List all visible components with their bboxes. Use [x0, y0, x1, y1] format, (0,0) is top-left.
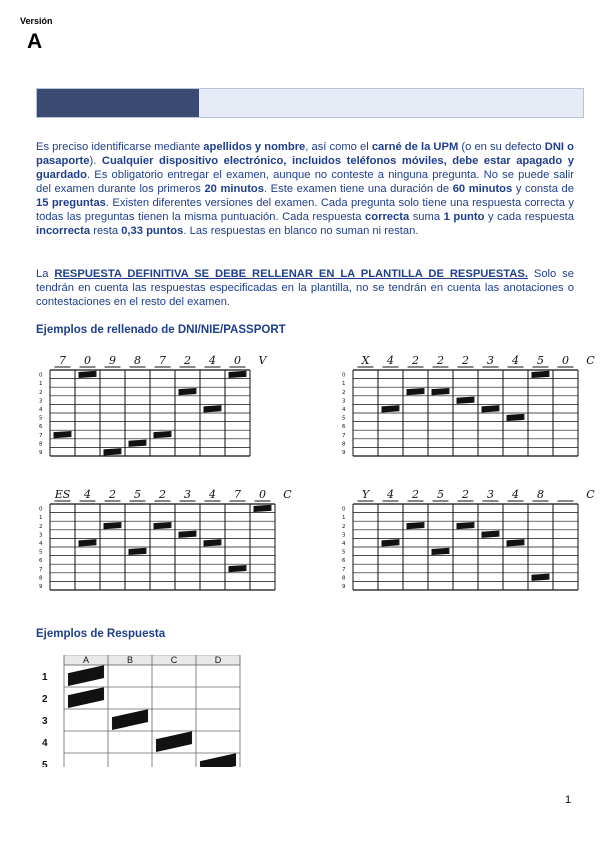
- dni-char: 4: [512, 488, 519, 501]
- row-label: 3: [342, 398, 346, 405]
- dni-char: 7: [234, 488, 241, 501]
- dni-char: 8: [134, 354, 141, 367]
- scribble-mark: [457, 397, 475, 403]
- row-label: 4: [342, 407, 346, 413]
- p1-run: y cada respuesta: [484, 211, 574, 223]
- dni-char: 4: [387, 354, 394, 367]
- scribble-mark: [532, 371, 550, 377]
- p1-run: suma: [409, 211, 444, 223]
- row-label: 7: [342, 432, 346, 439]
- answer-column-label: B: [126, 655, 134, 665]
- answer-scribble-mark: [156, 732, 192, 751]
- p1-run: . Existen diferentes versiones del examen. Cada pregunta solo tiene una respuesta correcta y todas las preguntas tienen la misma puntuación. Cada respuesta: [36, 197, 574, 223]
- answer-column-label: A: [82, 655, 90, 665]
- scribble-mark: [129, 548, 147, 554]
- p1-run: correcta: [365, 211, 410, 223]
- answer-scribble-mark: [200, 754, 236, 767]
- p1-run: DNI o pasaporte: [36, 141, 574, 167]
- row-label: 2: [39, 523, 43, 530]
- answer-scribble-mark: [68, 666, 104, 685]
- dni-char: 8: [537, 488, 544, 501]
- row-label: 0: [39, 506, 43, 513]
- dni-grid-3: [32, 486, 304, 594]
- row-label: 9: [342, 584, 346, 590]
- answer-scribble-mark: [112, 710, 148, 729]
- dni-char: 0: [84, 354, 91, 367]
- answer-row-label: 1: [42, 672, 48, 683]
- scribble-mark: [129, 440, 147, 446]
- dni-char: 0: [234, 354, 241, 367]
- row-label: 3: [39, 398, 43, 405]
- dni-char: 5: [537, 354, 544, 367]
- dni-grid-1: [32, 352, 279, 460]
- row-label: 0: [342, 372, 346, 379]
- dni-char: 5: [134, 488, 141, 501]
- dni-char: 2: [437, 354, 444, 367]
- row-label: 3: [39, 532, 43, 539]
- dni-char: C: [586, 354, 595, 367]
- row-label: 0: [39, 372, 43, 379]
- dni-char: 2: [109, 488, 116, 501]
- scribble-mark: [179, 531, 197, 537]
- dni-char: 3: [184, 488, 191, 501]
- row-label: 1: [342, 381, 346, 388]
- row-label: 6: [39, 558, 43, 565]
- dni-char: ES: [54, 488, 71, 501]
- scribble-mark: [254, 505, 272, 511]
- dni-char: 5: [437, 488, 444, 501]
- answer-row-label: 5: [42, 760, 48, 767]
- row-label: 6: [342, 424, 346, 431]
- scribble-mark: [482, 531, 500, 537]
- row-label: 5: [342, 549, 346, 556]
- row-label: 1: [39, 515, 43, 522]
- row-label: 7: [39, 432, 43, 439]
- answer-grid: [36, 655, 242, 767]
- row-label: 4: [39, 541, 43, 547]
- answer-row-label: 4: [42, 738, 48, 749]
- header-bar-light-segment: [199, 89, 583, 117]
- scribble-mark: [432, 389, 450, 395]
- dni-char: 9: [109, 354, 116, 367]
- version-label: Versión: [20, 16, 53, 26]
- row-label: 7: [39, 566, 43, 573]
- p1-run: 20 minutos: [204, 183, 264, 195]
- row-label: 5: [39, 415, 43, 422]
- scribble-mark: [507, 540, 525, 546]
- dni-char: 2: [159, 488, 166, 501]
- p2-prefix: La: [36, 268, 55, 280]
- header-bar: [36, 88, 584, 118]
- dni-grid-2: [335, 352, 600, 460]
- dni-char: 0: [259, 488, 266, 501]
- p1-run: (o en su defecto: [458, 141, 545, 153]
- version-value: A: [27, 30, 43, 53]
- page-number: 1: [565, 794, 572, 806]
- dni-char: 2: [462, 354, 469, 367]
- scribble-mark: [407, 389, 425, 395]
- scribble-mark: [407, 523, 425, 529]
- dni-char: C: [283, 488, 292, 501]
- p1-run: . Es obligatorio entregar el examen, aunque no conteste a ninguna pregunta. No se puede salir del examen durante los primeros: [36, 169, 574, 195]
- dni-grid-4: [335, 486, 600, 594]
- p1-run: apellidos y nombre: [203, 141, 306, 153]
- answer-row-label: 2: [42, 694, 48, 705]
- answer-column-label: D: [214, 655, 222, 665]
- answer-scribble-mark: [68, 688, 104, 707]
- p1-run: resta: [90, 225, 122, 237]
- scribble-mark: [204, 540, 222, 546]
- row-label: 5: [39, 549, 43, 556]
- row-label: 5: [342, 415, 346, 422]
- definitive-answer-paragraph: [36, 267, 574, 309]
- scribble-mark: [532, 574, 550, 580]
- p1-run: Es preciso identificarse mediante: [36, 141, 204, 153]
- p2-underlined-warning: RESPUESTA DEFINITIVA SE DEBE RELLENAR EN LA PLANTILLA DE RESPUESTAS.: [54, 268, 528, 280]
- dni-char: 4: [387, 488, 394, 501]
- row-label: 0: [342, 506, 346, 513]
- p1-run: ).: [89, 155, 102, 167]
- instructions-paragraph: [36, 140, 574, 238]
- p1-run: 15 preguntas: [36, 197, 106, 209]
- dni-char: 7: [59, 354, 66, 367]
- header-bar-dark-segment: [37, 89, 199, 117]
- p1-run: Cualquier dispositivo electrónico, incluidos teléfonos móviles, debe estar apagado y guardado: [36, 155, 574, 181]
- p2-rest: Solo se tendrán en cuenta las respuestas especificadas en la plantilla, no se tendrán en cuenta las anotaciones o contestaciones en el resto del examen.: [36, 268, 574, 308]
- row-label: 2: [39, 389, 43, 396]
- dni-char: Y: [361, 488, 370, 501]
- row-label: 9: [39, 584, 43, 590]
- p1-run: incorrecta: [36, 225, 91, 237]
- dni-char: 2: [412, 354, 419, 367]
- row-label: 4: [39, 407, 43, 413]
- scribble-mark: [457, 523, 475, 529]
- scribble-mark: [104, 523, 122, 529]
- row-label: 2: [342, 389, 346, 396]
- scribble-mark: [104, 449, 122, 455]
- p1-run: . Este examen tiene una duración de: [263, 183, 453, 195]
- dni-char: 4: [84, 488, 91, 501]
- dni-char: 2: [412, 488, 419, 501]
- dni-char: 4: [512, 354, 519, 367]
- dni-char: 7: [159, 354, 166, 367]
- row-label: 9: [342, 450, 346, 456]
- scribble-mark: [154, 432, 172, 438]
- row-label: 4: [342, 541, 346, 547]
- row-label: 8: [39, 575, 43, 582]
- dni-char: 4: [209, 488, 216, 501]
- p1-run: . Las respuestas en blanco no suman ni restan.: [183, 225, 419, 237]
- dni-char: V: [258, 354, 267, 367]
- row-label: 8: [39, 441, 43, 448]
- scribble-mark: [179, 389, 197, 395]
- scribble-mark: [382, 406, 400, 412]
- scribble-mark: [507, 414, 525, 420]
- p1-run: 0,33 puntos: [121, 225, 184, 237]
- scribble-mark: [204, 406, 222, 412]
- dni-char: 2: [184, 354, 191, 367]
- dni-char: 2: [462, 488, 469, 501]
- dni-char: 4: [209, 354, 216, 367]
- answer-row-label: 3: [42, 716, 48, 727]
- row-label: 1: [342, 515, 346, 522]
- row-label: 6: [39, 424, 43, 431]
- p1-run: , así como el: [305, 141, 372, 153]
- row-label: 9: [39, 450, 43, 456]
- row-label: 1: [39, 381, 43, 388]
- scribble-mark: [229, 371, 247, 377]
- scribble-mark: [229, 566, 247, 572]
- scribble-mark: [382, 540, 400, 546]
- scribble-mark: [54, 432, 72, 438]
- row-label: 6: [342, 558, 346, 565]
- scribble-mark: [79, 540, 97, 546]
- scribble-mark: [154, 523, 172, 529]
- p1-run: 1 punto: [443, 211, 485, 223]
- answer-examples-heading: Ejemplos de Respuesta: [36, 628, 166, 640]
- p1-run: y consta de: [512, 183, 574, 195]
- row-label: 7: [342, 566, 346, 573]
- p1-run: carné de la UPM: [371, 141, 459, 153]
- dni-char: 0: [562, 354, 569, 367]
- row-label: 3: [342, 532, 346, 539]
- scribble-mark: [482, 406, 500, 412]
- dni-examples-heading: Ejemplos de rellenado de DNI/NIE/PASSPORT: [36, 324, 286, 336]
- scribble-mark: [432, 548, 450, 554]
- scribble-mark: [79, 371, 97, 377]
- p1-run: 60 minutos: [452, 183, 513, 195]
- dni-char: C: [586, 488, 595, 501]
- dni-char: X: [361, 354, 370, 367]
- answer-column-label: C: [170, 655, 178, 665]
- row-label: 8: [342, 575, 346, 582]
- row-label: 2: [342, 523, 346, 530]
- dni-char: 3: [487, 354, 494, 367]
- row-label: 8: [342, 441, 346, 448]
- dni-char: 3: [487, 488, 494, 501]
